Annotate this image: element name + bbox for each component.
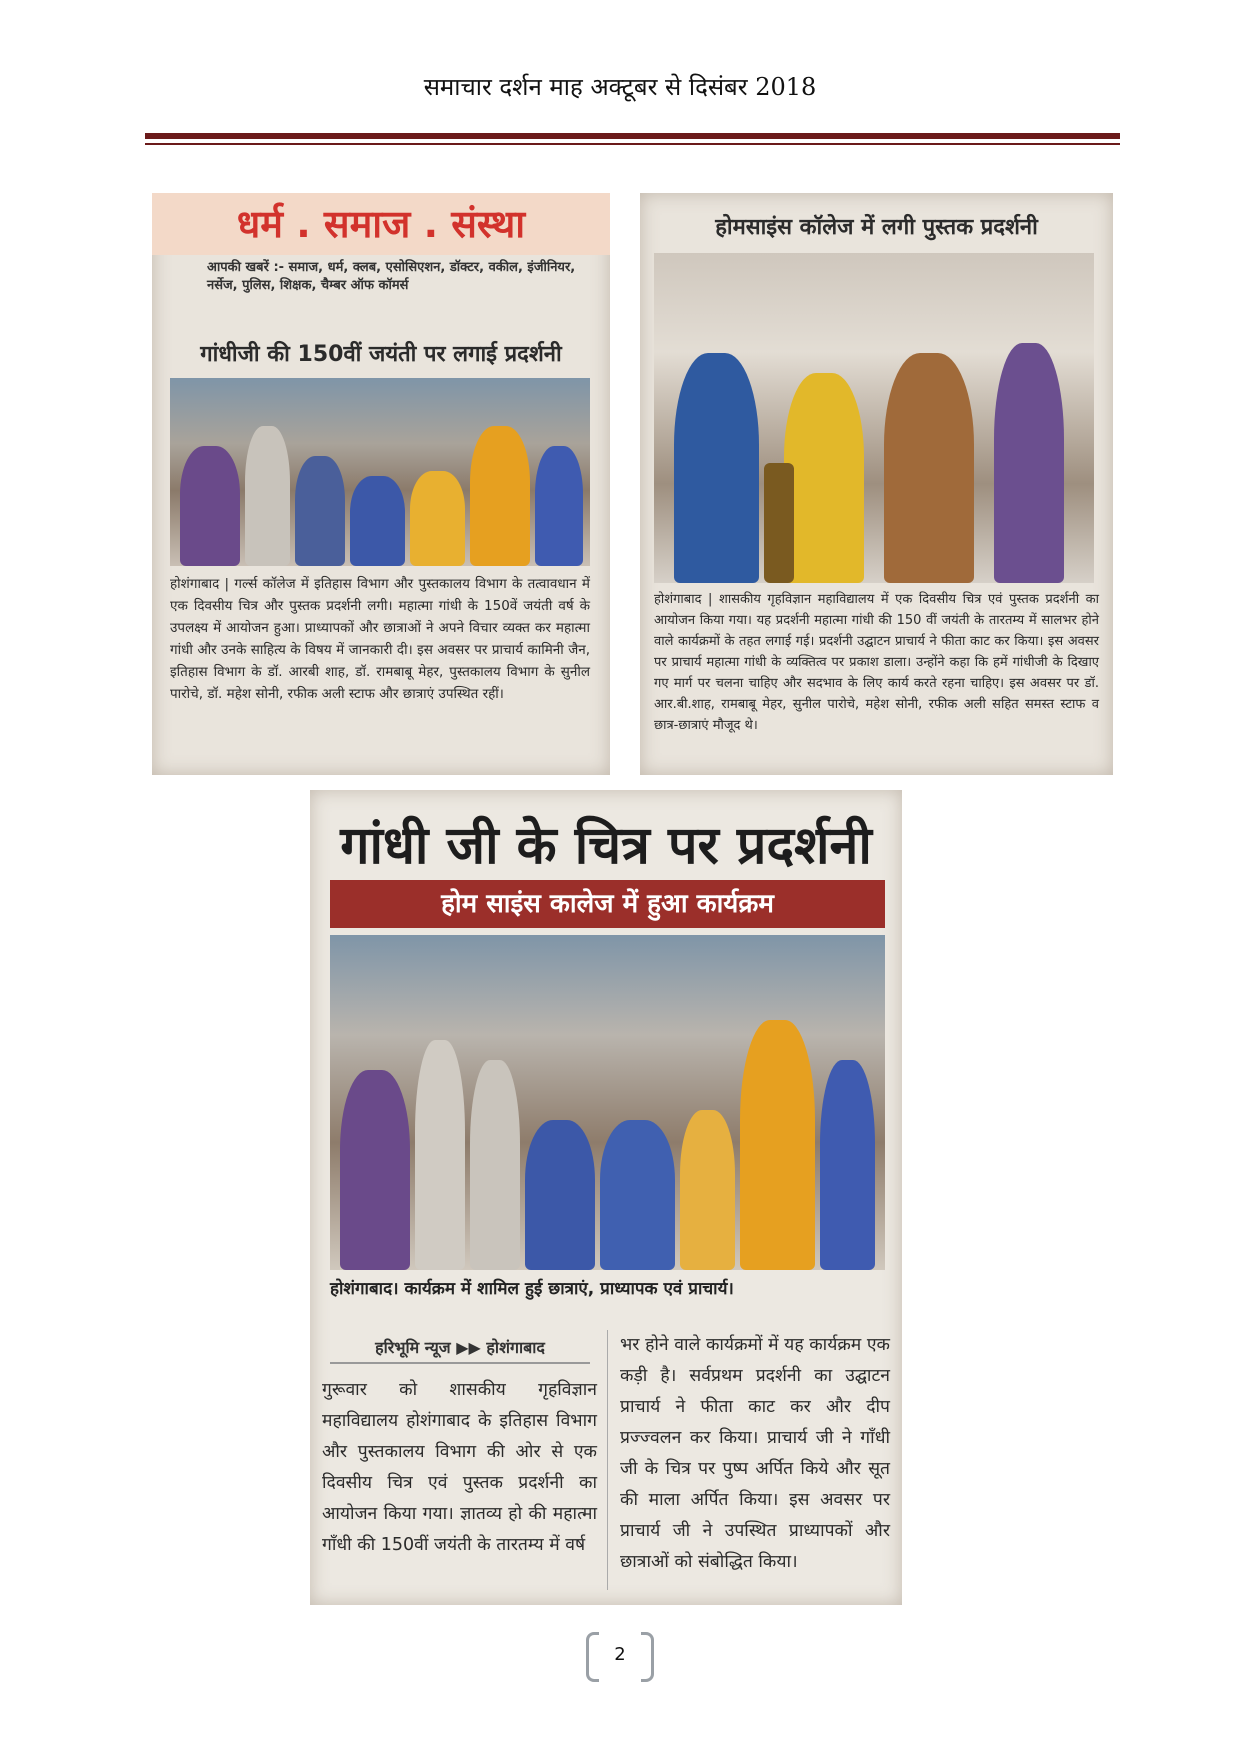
section-banner: धर्म . समाज . संस्था: [152, 193, 610, 255]
header-divider-thick: [145, 133, 1120, 139]
clipping-headline: गांधी जी के चित्र पर प्रदर्शनी: [340, 815, 872, 876]
newspaper-clipping-3: [310, 790, 902, 1605]
page-number: 2: [580, 1630, 660, 1680]
photo-caption: होशंगाबाद। कार्यक्रम में शामिल हुई छात्राएं, प्राध्यापक एवं प्राचार्य।: [330, 1279, 734, 1299]
group-photo: [330, 935, 885, 1270]
newspaper-clipping-1: [152, 193, 610, 775]
lamp-lighting-photo: [654, 253, 1094, 583]
page-title: समाचार दर्शन माह अक्टूबर से दिसंबर 2018: [423, 73, 817, 101]
clipping-subheadline: होम साइंस कालेज में हुआ कार्यक्रम: [330, 880, 885, 928]
clipping-body: होशंगाबाद | गर्ल्स कॉलेज में इतिहास विभाग और पुस्तकालय विभाग के तत्वावधान में एक दिवसीय चित्र और पुस्तक प्रदर्शनी लगी। महात्मा गांधी के 150वें जयंती वर्ष के उपलक्ष्य में आयोजन हुआ। प्राध्यापकों और छात्राओं ने अपने विचार व्यक्त कर महात्मा गांधी और उनके साहित्य के विषय में जानकारी दी। इस अवसर पर प्राचार्य कामिनी जैन, इतिहास विभाग के डॉ. आरबी शाह, डॉ. रामबाबू मेहर, पुस्तकालय विभाग के सुनील पारोचे, डॉ. महेश सोनी, रफीक अली स्टाफ और छात्राएं उपस्थित रहीं।: [170, 576, 590, 702]
header-divider-thin: [145, 143, 1120, 145]
news-byline: हरिभूमि न्यूज ▶▶ होशंगाबाद: [330, 1336, 590, 1364]
clipping-headline: गांधीजी की 150वीं जयंती पर लगाई प्रदर्शनी: [200, 342, 562, 367]
section-subheading: आपकी खबरें :- समाज, धर्म, क्लब, एसोसिएशन, डॉक्टर, वकील, इंजीनियर, नर्सेज, पुलिस, शिक्षक, चैम्बर ऑफ कॉमर्स: [207, 260, 576, 293]
article-column-1: गुरूवार को शासकीय गृहविज्ञान महाविद्यालय होशंगाबाद के इतिहास विभाग और पुस्तकालय विभाग की ओर से एक दिवसीय चित्र एवं पुस्तक प्रदर्शनी का आयोजन किया गया। ज्ञातव्य हो की महात्मा गाँधी की 150वीं जयंती के तारतम्य में वर्ष: [322, 1380, 597, 1555]
group-photo: [170, 378, 590, 566]
newspaper-clipping-2: [640, 193, 1113, 775]
article-column-2: भर होने वाले कार्यक्रमों में यह कार्यक्रम एक कड़ी है। सर्वप्रथम प्रदर्शनी का उद्घाटन प्राचार्य ने फीता काट कर और दीप प्रज्ज्वलन कर किया। प्राचार्य जी ने गाँधी जी के चित्र पर पुष्प अर्पित किये और सूत की माला अर्पित किया। इस अवसर पर प्राचार्य जी ने उपस्थित प्राध्यापकों और छात्राओं को संबोद्धित किया।: [620, 1335, 890, 1572]
clipping-body: होशंगाबाद | शासकीय गृहविज्ञान महाविद्यालय में एक दिवसीय चित्र एवं पुस्तक प्रदर्शनी का आयोजन किया गया। यह प्रदर्शनी महात्मा गांधी की 150 वीं जयंती के तारतम्य में सालभर होने वाले कार्यक्रमों के तहत लगाई गई। प्रदर्शनी उद्घाटन प्राचार्य ने फीता काट कर किया। इस अवसर पर प्राचार्य महात्मा गांधी के व्यक्तित्व पर प्रकाश डाला। उन्होंने कहा कि हमें गांधीजी के दिखाए गए मार्ग पर चलना चाहिए और सदभाव के लिए कार्य करते रहना चाहिए। इस अवसर पर डॉ. आर.बी.शाह, रामबाबू मेहर, सुनील पारोचे, महेश सोनी, रफीक अली सहित समस्त स्टाफ व छात्र-छात्राएं मौजूद थे।: [654, 592, 1099, 733]
column-divider: [607, 1330, 608, 1590]
clipping-headline: होमसाइंस कॉलेज में लगी पुस्तक प्रदर्शनी: [715, 215, 1038, 240]
